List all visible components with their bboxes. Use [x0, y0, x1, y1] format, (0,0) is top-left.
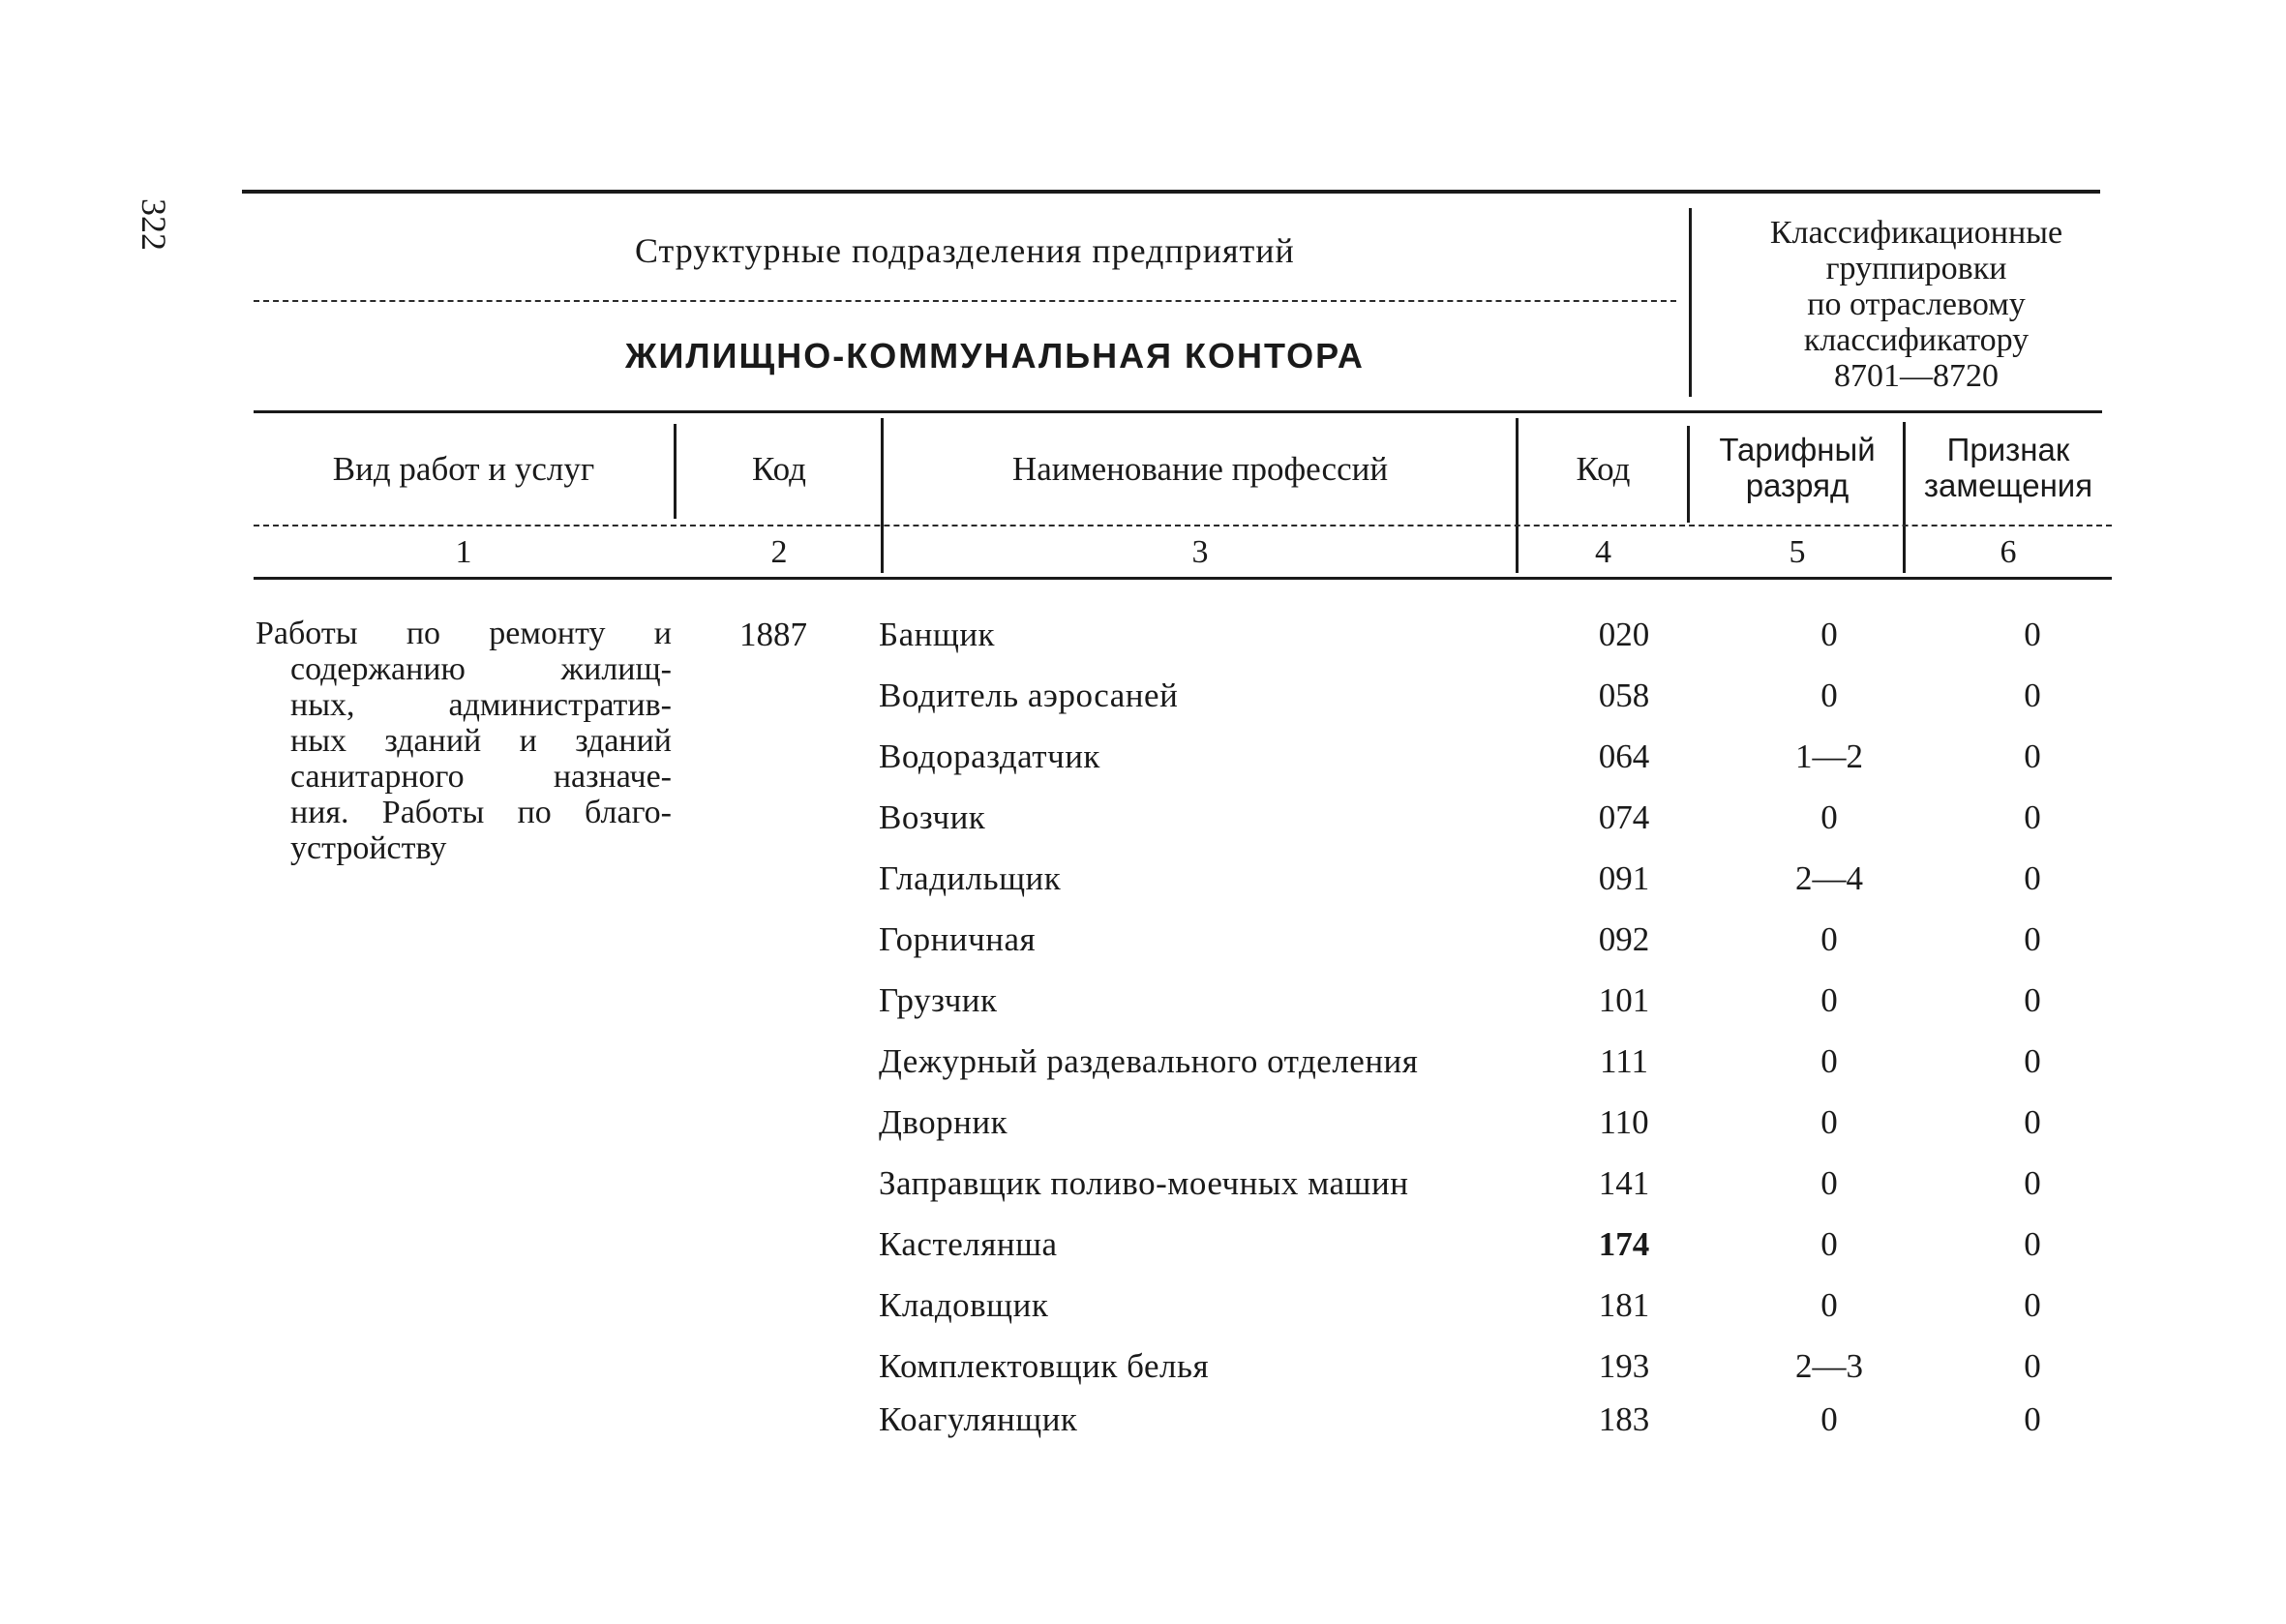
col-number: 2 [770, 534, 788, 570]
profession-code: 020 [1598, 616, 1650, 653]
substitution-flag: 0 [2024, 859, 2041, 897]
header-bottom-rule [254, 577, 2112, 580]
profession-name: Кастелянша [879, 1225, 1058, 1263]
classification-line: группировки [1825, 251, 2007, 286]
col-divider [881, 418, 884, 573]
title-divider [254, 300, 1676, 302]
substitution-flag: 0 [2024, 1042, 2041, 1080]
table-row [879, 859, 2137, 917]
table-row [879, 920, 2137, 978]
profession-name: Банщик [879, 616, 996, 653]
tariff-grade: 0 [1820, 616, 1838, 653]
tariff-grade: 1—2 [1795, 737, 1863, 775]
substitution-flag: 0 [2024, 1286, 2041, 1324]
col-number: 3 [1191, 534, 1209, 570]
profession-code: 174 [1598, 1225, 1650, 1263]
col-divider [1687, 426, 1690, 523]
profession-name: Заправщик поливо-моечных машин [879, 1164, 1409, 1202]
col-header-work-type: Вид работ и услуг [332, 450, 595, 488]
profession-code: 058 [1598, 677, 1650, 714]
profession-name: Кладовщик [879, 1286, 1049, 1324]
substitution-flag: 0 [2024, 1400, 2041, 1438]
col-header-substitution-line: Признак [1946, 432, 2070, 467]
profession-code: 092 [1598, 920, 1650, 958]
work-type-description [256, 616, 672, 866]
substitution-flag: 0 [2024, 798, 2041, 836]
profession-name: Дворник [879, 1103, 1008, 1141]
tariff-grade: 0 [1820, 677, 1838, 714]
classification-block [1713, 215, 2120, 394]
profession-code: 193 [1598, 1347, 1650, 1385]
profession-name: Гладильщик [879, 859, 1062, 897]
substitution-flag: 0 [2024, 920, 2041, 958]
table-row [879, 981, 2137, 1039]
tariff-grade: 0 [1820, 1042, 1838, 1080]
classification-line: 8701—8720 [1834, 358, 1999, 394]
profession-code: 111 [1600, 1042, 1648, 1080]
table-row [879, 1286, 2137, 1344]
classification-line: Классификационные [1769, 215, 2063, 251]
tariff-grade: 0 [1820, 1400, 1838, 1438]
page-subtitle: ЖИЛИЩНО-КОММУНАЛЬНАЯ КОНТОРА [625, 336, 1365, 376]
table-row [879, 1347, 2137, 1405]
substitution-flag: 0 [2024, 981, 2041, 1019]
tariff-grade: 2—4 [1795, 859, 1863, 897]
tariff-grade: 0 [1820, 1164, 1838, 1202]
work-type-line: ных, административ- [290, 687, 672, 723]
substitution-flag: 0 [2024, 1164, 2041, 1202]
page-number: 322 [135, 198, 173, 251]
table-row [879, 677, 2137, 735]
classification-line: по отраслевому [1807, 286, 2026, 322]
classification-line: классификатору [1803, 322, 2030, 358]
work-type-line: устройству [290, 830, 447, 866]
work-type-code: 1887 [739, 616, 807, 653]
col-header-substitution-line: замещения [1923, 467, 2093, 503]
col-header-profession: Наименование профессий [1011, 450, 1389, 488]
tariff-grade: 0 [1820, 981, 1838, 1019]
header-vertical-divider [1689, 208, 1692, 397]
substitution-flag: 0 [2024, 1347, 2041, 1385]
table-row [879, 1042, 2137, 1100]
profession-code: 064 [1598, 737, 1650, 775]
page-title: Структурные подразделения предприятий [635, 231, 1295, 270]
col-header-prof-code: Код [1576, 450, 1631, 488]
tariff-grade: 2—3 [1795, 1347, 1863, 1385]
profession-code: 074 [1598, 798, 1650, 836]
profession-code: 110 [1599, 1103, 1649, 1141]
profession-code: 091 [1598, 859, 1650, 897]
top-rule [242, 190, 2100, 194]
col-header-tariff-line: разряд [1745, 467, 1850, 503]
table-row [879, 798, 2137, 857]
table-row [879, 1225, 2137, 1283]
profession-code: 101 [1598, 981, 1650, 1019]
work-type-line: санитарного назначе- [290, 759, 672, 795]
col-divider [1903, 422, 1906, 573]
profession-name: Водораздатчик [879, 737, 1100, 775]
substitution-flag: 0 [2024, 616, 2041, 653]
col-header-tariff-line: Тарифный [1719, 432, 1876, 467]
profession-name: Водитель аэросаней [879, 677, 1179, 714]
profession-name: Грузчик [879, 981, 998, 1019]
tariff-grade: 0 [1820, 1103, 1838, 1141]
columns-top-rule [254, 410, 2102, 413]
table-row [879, 1400, 2137, 1459]
table-row [879, 1164, 2137, 1222]
tariff-grade: 0 [1820, 1225, 1838, 1263]
profession-code: 181 [1598, 1286, 1650, 1324]
substitution-flag: 0 [2024, 1225, 2041, 1263]
col-header-tariff [1692, 432, 1903, 503]
col-header-substitution [1907, 432, 2110, 503]
work-type-line: ния. Работы по благо- [290, 795, 672, 830]
work-type-line: содержанию жилищ- [290, 651, 672, 687]
tariff-grade: 0 [1820, 1286, 1838, 1324]
col-divider [674, 424, 677, 519]
substitution-flag: 0 [2024, 737, 2041, 775]
col-number: 1 [455, 534, 472, 570]
substitution-flag: 0 [2024, 1103, 2041, 1141]
col-divider [1516, 418, 1519, 573]
work-type-line: Работы по ремонту и [256, 616, 672, 651]
profession-name: Горничная [879, 920, 1037, 958]
tariff-grade: 0 [1820, 798, 1838, 836]
header-number-divider [254, 525, 2112, 526]
table-row [879, 737, 2137, 796]
col-number: 6 [2000, 534, 2017, 570]
tariff-grade: 0 [1820, 920, 1838, 958]
profession-code: 141 [1598, 1164, 1650, 1202]
substitution-flag: 0 [2024, 677, 2041, 714]
table-row [879, 1103, 2137, 1161]
table-row [879, 616, 2137, 674]
profession-name: Коагулянщик [879, 1400, 1078, 1438]
profession-name: Дежурный раздевального отделения [879, 1042, 1419, 1080]
col-number: 5 [1789, 534, 1806, 570]
work-type-line: ных зданий и зданий [290, 723, 672, 759]
col-number: 4 [1595, 534, 1611, 570]
profession-name: Возчик [879, 798, 986, 836]
profession-code: 183 [1598, 1400, 1650, 1438]
col-header-code: Код [752, 450, 806, 488]
profession-name: Комплектовщик белья [879, 1347, 1210, 1385]
